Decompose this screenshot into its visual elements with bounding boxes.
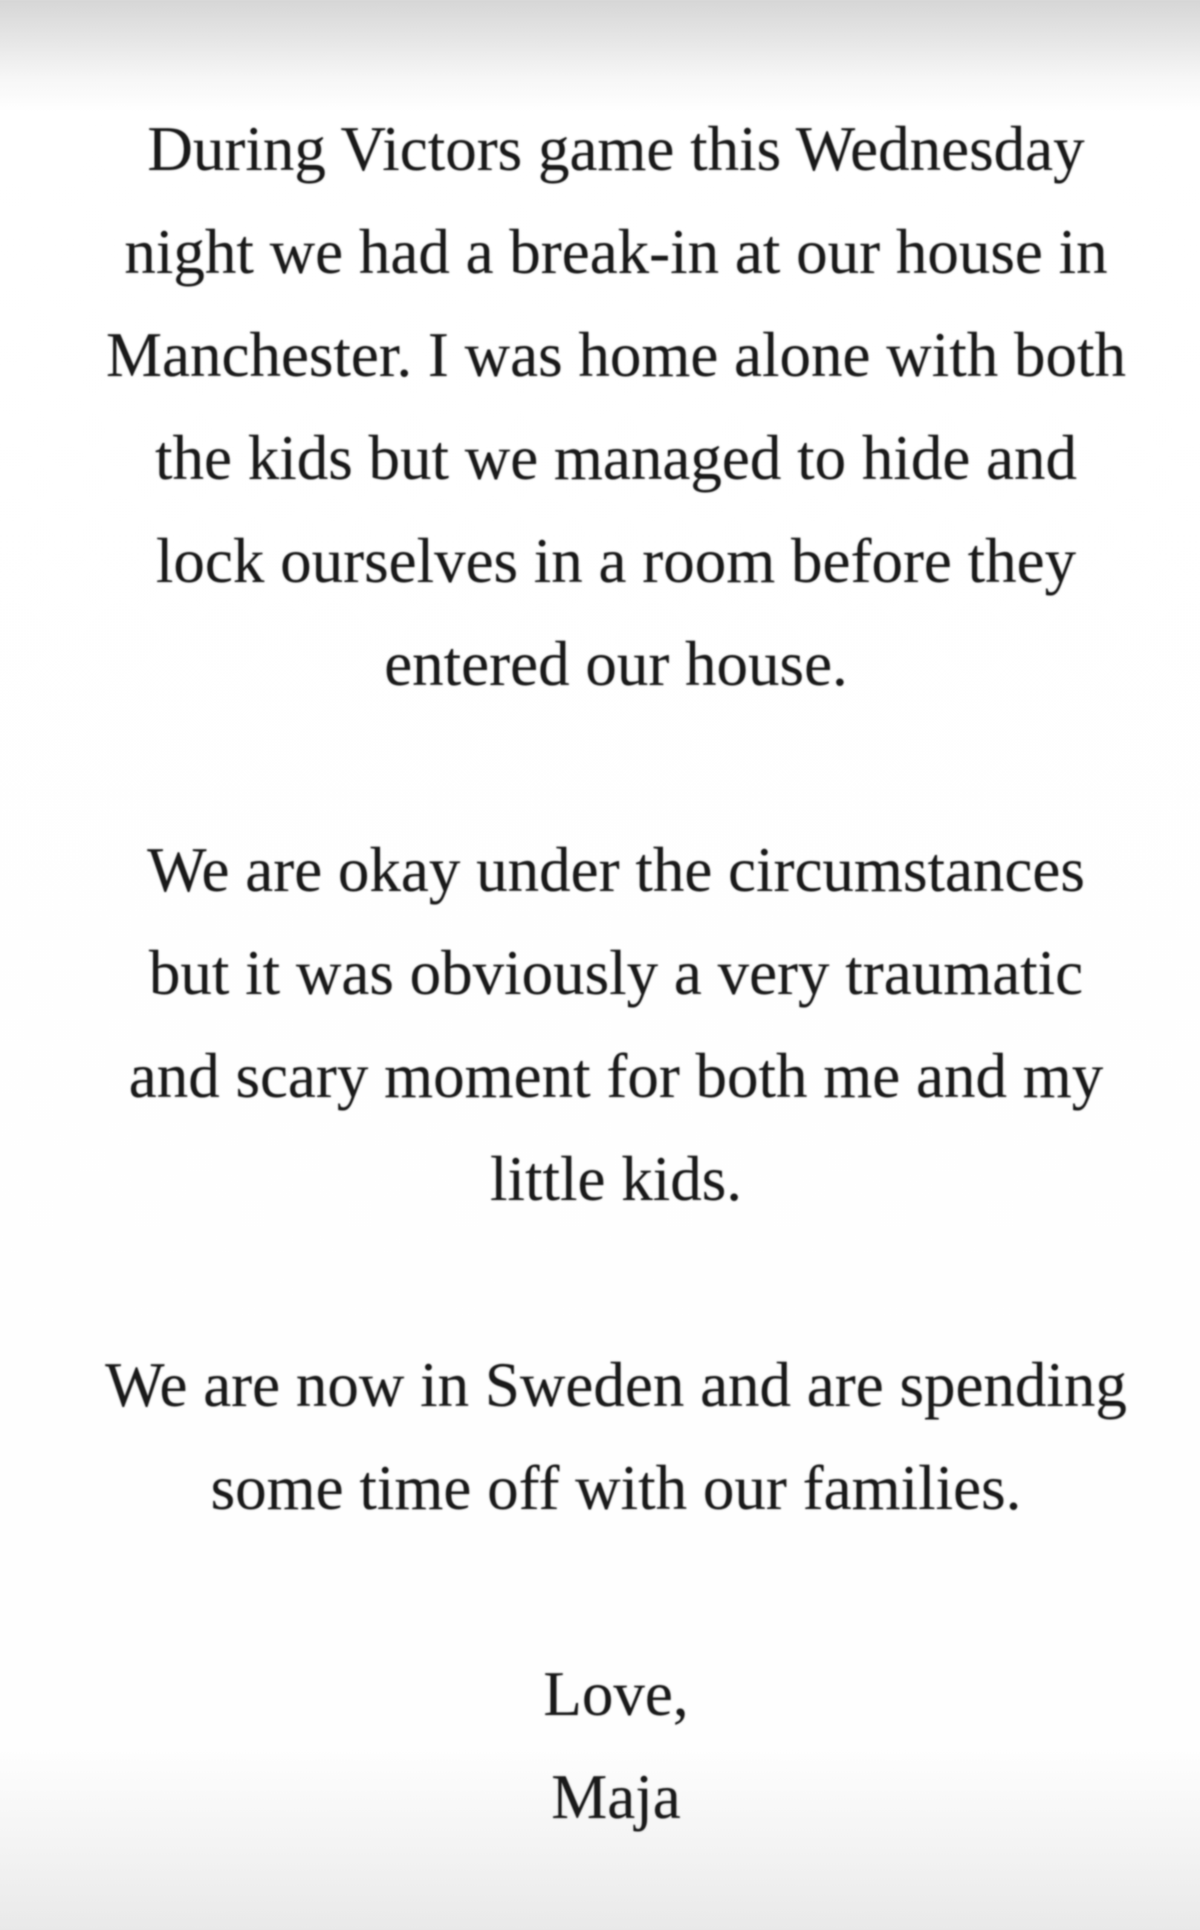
statement-line: little kids.	[490, 1144, 742, 1214]
statement-line: some time off with our families.	[210, 1453, 1022, 1523]
signature-closing: Love,	[543, 1659, 689, 1729]
statement-line: but it was obviously a very traumatic	[148, 938, 1084, 1008]
statement-paragraph-aftermath	[16, 819, 1200, 1231]
statement-paragraph-break-in	[16, 98, 1200, 716]
statement-line: During Victors game this Wednesday	[147, 114, 1085, 184]
statement-line: entered our house.	[384, 629, 848, 699]
statement-line: lock ourselves in a room before they	[155, 526, 1077, 596]
statement-line: the kids but we managed to hide and	[154, 423, 1078, 493]
statement-line: We are okay under the circumstances	[147, 835, 1085, 905]
statement-line: Manchester. I was home alone with both	[106, 320, 1126, 390]
statement-line: and scary moment for both me and my	[128, 1041, 1104, 1111]
statement-line: We are now in Sweden and are spending	[105, 1350, 1127, 1420]
statement-line: night we had a break-in at our house in	[124, 217, 1108, 287]
statement-signature	[16, 1643, 1200, 1849]
statement-paragraph-sweden	[16, 1334, 1200, 1540]
statement-text	[16, 0, 1200, 1849]
signature-name: Maja	[551, 1762, 681, 1832]
